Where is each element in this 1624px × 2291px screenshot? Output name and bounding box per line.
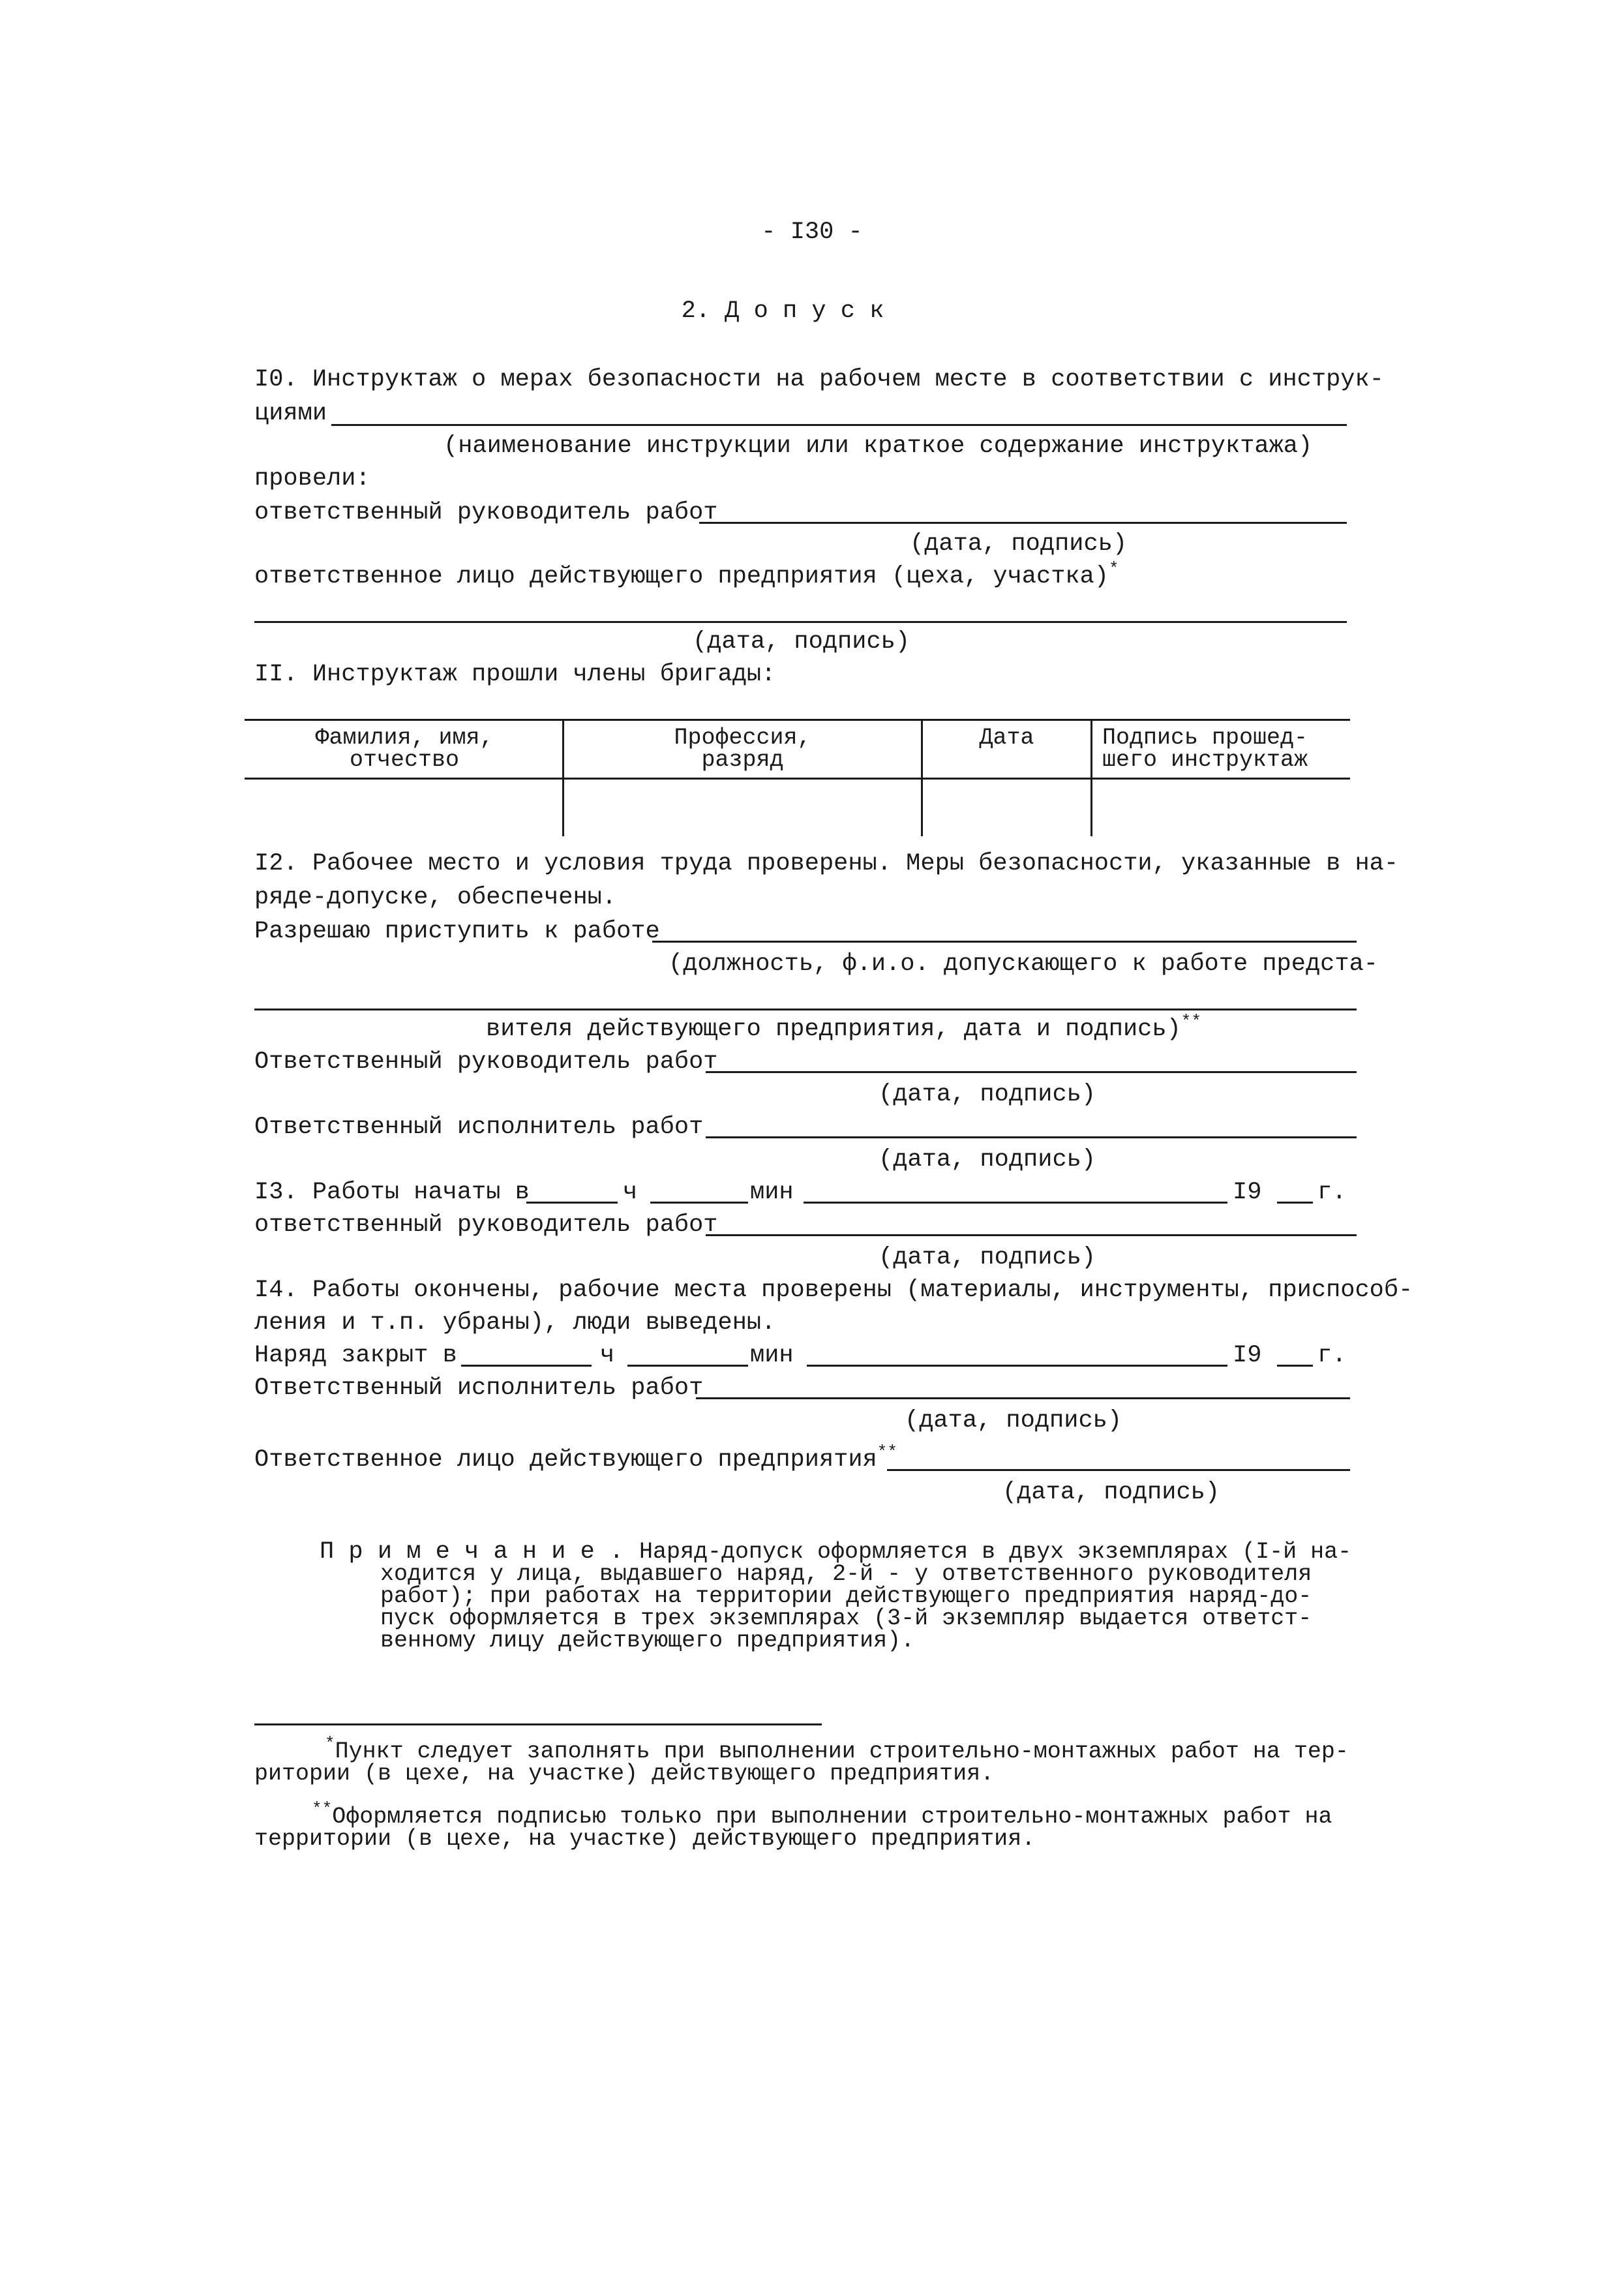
s12-allow-field[interactable] xyxy=(652,941,1357,943)
s14-closed: Наряд закрыт в xyxy=(254,1342,457,1369)
s14-date-field[interactable] xyxy=(807,1365,1227,1367)
s10-resp-person-field[interactable] xyxy=(254,621,1347,623)
table-header-name: Фамилия, имя, отчество xyxy=(315,725,494,773)
s13-date-field[interactable] xyxy=(804,1202,1227,1204)
s10-line1: I0. Инструктаж о мерах безопасности на рабочем месте в соответствии с инструк- xyxy=(254,366,1384,393)
note-line: работ); при работах на территории действующего предприятия наряд-до- xyxy=(380,1583,1312,1609)
table-header-border xyxy=(245,778,1350,780)
s14-year: I9 xyxy=(1233,1342,1262,1369)
table-header-date: Дата xyxy=(979,725,1034,751)
s10-caption-instruction: (наименование инструкции или краткое содержание инструктажа) xyxy=(444,432,1313,460)
s14-date-sign-7: (дата, подпись) xyxy=(1002,1479,1220,1506)
s10-resp-manager-field[interactable] xyxy=(699,522,1347,524)
s12-caption-b: вителя действующего предприятия, дата и подпись)** xyxy=(486,1012,1201,1043)
table-top-border xyxy=(245,719,1350,721)
section-title: 2. Д о п у с к xyxy=(681,297,884,325)
s10-date-sign-1: (дата, подпись) xyxy=(910,530,1128,558)
s14-line1: I4. Работы окончены, рабочие места проверены (материалы, инструменты, приспособ- xyxy=(254,1277,1413,1304)
s12-line2: ряде-допуске, обеспечены. xyxy=(254,884,617,911)
note-line: Наряд-допуск оформляется в двух экземплярах (I-й на- xyxy=(639,1539,1352,1565)
s14-h: ч xyxy=(600,1342,615,1369)
s14-year-field[interactable] xyxy=(1277,1365,1313,1367)
s11-title: II. Инструктаж прошли члены бригады: xyxy=(254,661,776,688)
s14-resp-executor-field[interactable] xyxy=(696,1397,1350,1399)
table-header-profession: Профессия, разряд xyxy=(674,725,811,773)
s10-resp-person: ответственное лицо действующего предприятия (цеха, участка)* xyxy=(254,559,1119,590)
s13-resp-manager-field[interactable] xyxy=(706,1234,1357,1236)
s12-caption-a: (должность, ф.и.о. допускающего к работе предста- xyxy=(669,950,1378,978)
s12-allow: Разрешаю приступить к работе xyxy=(254,918,660,945)
s12-date-sign-4: (дата, подпись) xyxy=(879,1146,1096,1174)
s14-g: г. xyxy=(1317,1342,1347,1369)
s14-min: мин xyxy=(750,1342,794,1369)
s13-g: г. xyxy=(1317,1179,1347,1206)
s12-allow-field-2[interactable] xyxy=(254,1009,1357,1010)
note-label: П р и м е ч а н и е . xyxy=(320,1538,624,1566)
s14-hour-field[interactable] xyxy=(461,1365,592,1367)
s14-resp-person: Ответственное лицо действующего предприятия** xyxy=(254,1442,897,1474)
s14-line2: ления и т.п. убраны), люди выведены. xyxy=(254,1309,776,1337)
note-line: ходится у лица, выдавшего наряд, 2-й - у ответственного руководителя xyxy=(380,1561,1312,1587)
footnote-2-line2: территории (в цехе, на участке) действующего предприятия. xyxy=(254,1826,1036,1852)
s13-hour-field[interactable] xyxy=(526,1202,618,1204)
footnote-separator xyxy=(254,1723,822,1725)
s10-conducted: провели: xyxy=(254,465,370,493)
s12-date-sign-3: (дата, подпись) xyxy=(879,1081,1096,1108)
s13-year: I9 xyxy=(1233,1179,1262,1206)
s12-resp-executor-field[interactable] xyxy=(706,1136,1357,1138)
s10-resp-manager: ответственный руководитель работ xyxy=(254,499,718,526)
s13-started: I3. Работы начаты в xyxy=(254,1179,530,1206)
s12-resp-manager-field[interactable] xyxy=(706,1071,1357,1073)
s14-resp-executor: Ответственный исполнитель работ xyxy=(254,1374,704,1402)
s14-date-sign-6: (дата, подпись) xyxy=(905,1407,1122,1434)
page-number: - I30 - xyxy=(761,219,863,246)
s13-h: ч xyxy=(623,1179,638,1206)
s13-min-field[interactable] xyxy=(650,1202,748,1204)
s10-instruction-field[interactable] xyxy=(331,424,1347,426)
s10-date-sign-2: (дата, подпись) xyxy=(693,628,910,656)
s14-resp-person-field[interactable] xyxy=(887,1469,1350,1471)
note-line: пуск оформляется в трех экземплярах (3-й экземпляр выдается ответст- xyxy=(380,1605,1312,1631)
table-header-signature: Подпись прошед- шего инструктаж xyxy=(1102,725,1308,773)
s13-year-field[interactable] xyxy=(1277,1202,1313,1204)
s10-line2: циями xyxy=(254,400,327,427)
table-row[interactable] xyxy=(247,780,1349,836)
s13-date-sign-5: (дата, подпись) xyxy=(879,1244,1096,1271)
footnote-1-line2: ритории (в цехе, на участке) действующего предприятия. xyxy=(254,1761,995,1787)
s12-resp-manager: Ответственный руководитель работ xyxy=(254,1048,718,1076)
footnote-2-line1: **Оформляется подписью только при выполнении строительно-монтажных работ на xyxy=(312,1799,1332,1830)
note-line: венному лицу действующего предприятия). xyxy=(380,1628,915,1654)
footnote-1-line1: *Пункт следует заполнять при выполнении строительно-монтажных работ на тер- xyxy=(325,1734,1349,1765)
s13-resp-manager: ответственный руководитель работ xyxy=(254,1211,718,1239)
s12-resp-executor: Ответственный исполнитель работ xyxy=(254,1114,704,1141)
s14-min-field[interactable] xyxy=(627,1365,748,1367)
s13-min: мин xyxy=(750,1179,794,1206)
s12-line1: I2. Рабочее место и условия труда проверены. Меры безопасности, указанные в на- xyxy=(254,850,1399,877)
